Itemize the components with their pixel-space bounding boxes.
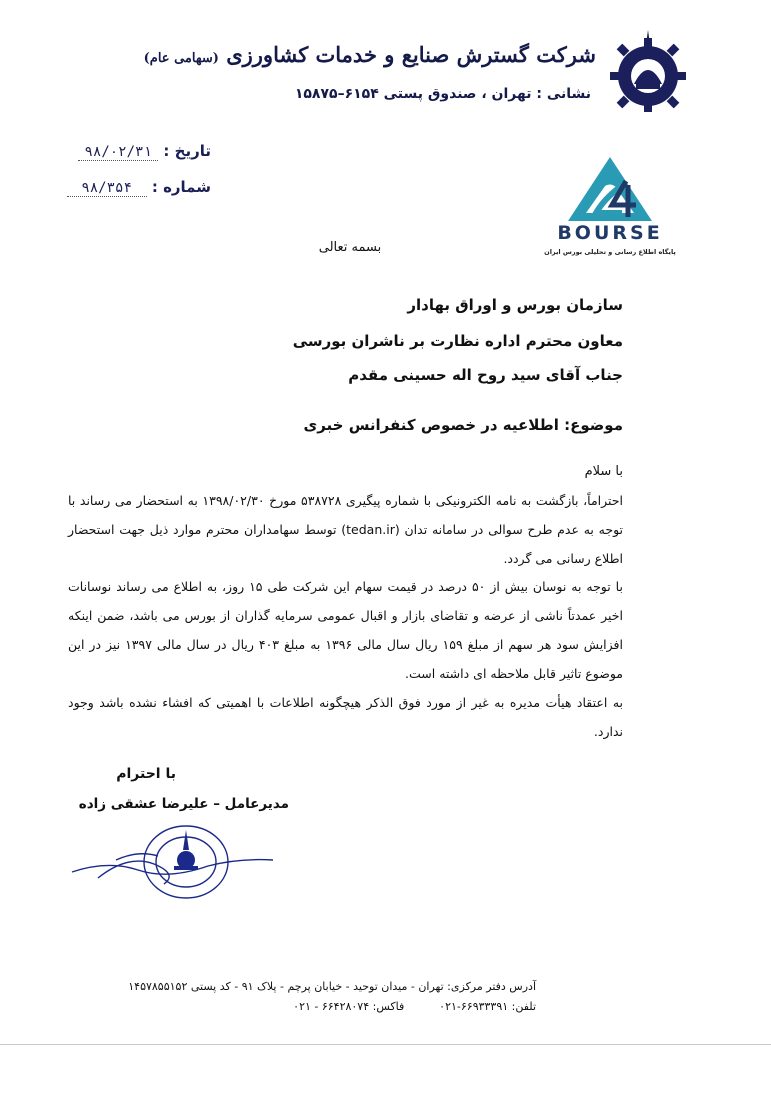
number-label: شماره : — [151, 178, 211, 196]
paragraph-2: با توجه به نوسان بیش از ۵۰ درصد در قیمت سهام این شرکت طی ۱۵ روز، به اطلاع می رساند نوسانات اخیر عمدتاً ناشی از عرضه و تقاضای بازار و اقبال عمومی سرمایه گذاران از بورس می باشد، ضمن اینکه افزایش سود هر سهم از مبلغ ۱۵۹ ریال سال مالی ۱۳۹۶ به مبلغ ۴۰۳ ریال در سال مالی ۱۳۹۷ نیز در این موضوع تاثیر قابل ملاحظه ای داشته است. — [68, 579, 623, 681]
bourse-logo-tagline: پایگاه اطلاع رسانی و تحلیلی بورس ایران — [544, 248, 676, 256]
recipient-line-1: سازمان بورس و اوراق بهادار — [407, 296, 623, 314]
paragraph-1: احتراماً، بازگشت به نامه الکترونیکی با شماره پیگیری ۵۳۸۷۲۸ مورخ ۱۳۹۸/۰۲/۳۰ به استحضار می رساند با توجه به عدم طرح سوالی در سامانه تدان (tedan.ir) توسط سهامداران محترم موارد ذیل جهت استحضار اطلاع رسانی می گردد. — [68, 493, 624, 566]
date-row — [11, 142, 211, 161]
company-address: نشانی : تهران ، صندوق پستی ۶۱۵۴–۱۵۸۷۵ — [294, 86, 591, 102]
subject-line: موضوع: اطلاعیه در خصوص کنفرانس خبری — [303, 416, 623, 434]
company-name — [136, 42, 596, 67]
recipient-line-3: جناب آقای سید روح اله حسینی مقدم — [348, 366, 623, 384]
company-name-text: شرکت گسترش صنایع و خدمات کشاورزی — [226, 42, 596, 67]
signer-name: مدیرعامل – علیرضا عشقی زاده — [78, 796, 289, 812]
date-label: تاریخ : — [163, 142, 211, 160]
date-value: ۹۸/۰۲/۳۱ — [78, 144, 158, 161]
closing-regards: با احترام — [116, 766, 176, 782]
company-logo — [606, 28, 690, 114]
number-value: ۹۸/۳۵۴ — [67, 180, 147, 197]
footer-contact: تلفن: ۶۶۹۳۳۳۹۱-۰۲۱ فاکس: ۶۶۴۲۸۰۷۴ - ۰۲۱ — [293, 1000, 536, 1013]
bottom-divider — [0, 1044, 771, 1045]
recipient-line-2: معاون محترم اداره نظارت بر ناشران بورسی — [292, 332, 623, 350]
company-stamp-signature — [68, 820, 278, 910]
number-row — [11, 178, 211, 197]
bourse-logo-word: BOURSE — [557, 222, 663, 244]
company-type: (سهامی عام) — [143, 51, 219, 66]
footer-address: آدرس دفتر مرکزی: تهران - میدان توحید - خیابان پرچم - پلاک ۹۱ - کد پستی ۱۴۵۷۸۵۵۱۵۲ — [128, 980, 536, 993]
paragraph-3: به اعتقاد هیأت مدیره به غیر از مورد فوق الذکر هیچگونه اطلاعات با اهمیتی که افشاء نشده باشد وجود ندارد. — [68, 695, 623, 739]
salutation: با سلام — [584, 464, 623, 479]
basmala: بسمه تعالی — [318, 240, 382, 255]
